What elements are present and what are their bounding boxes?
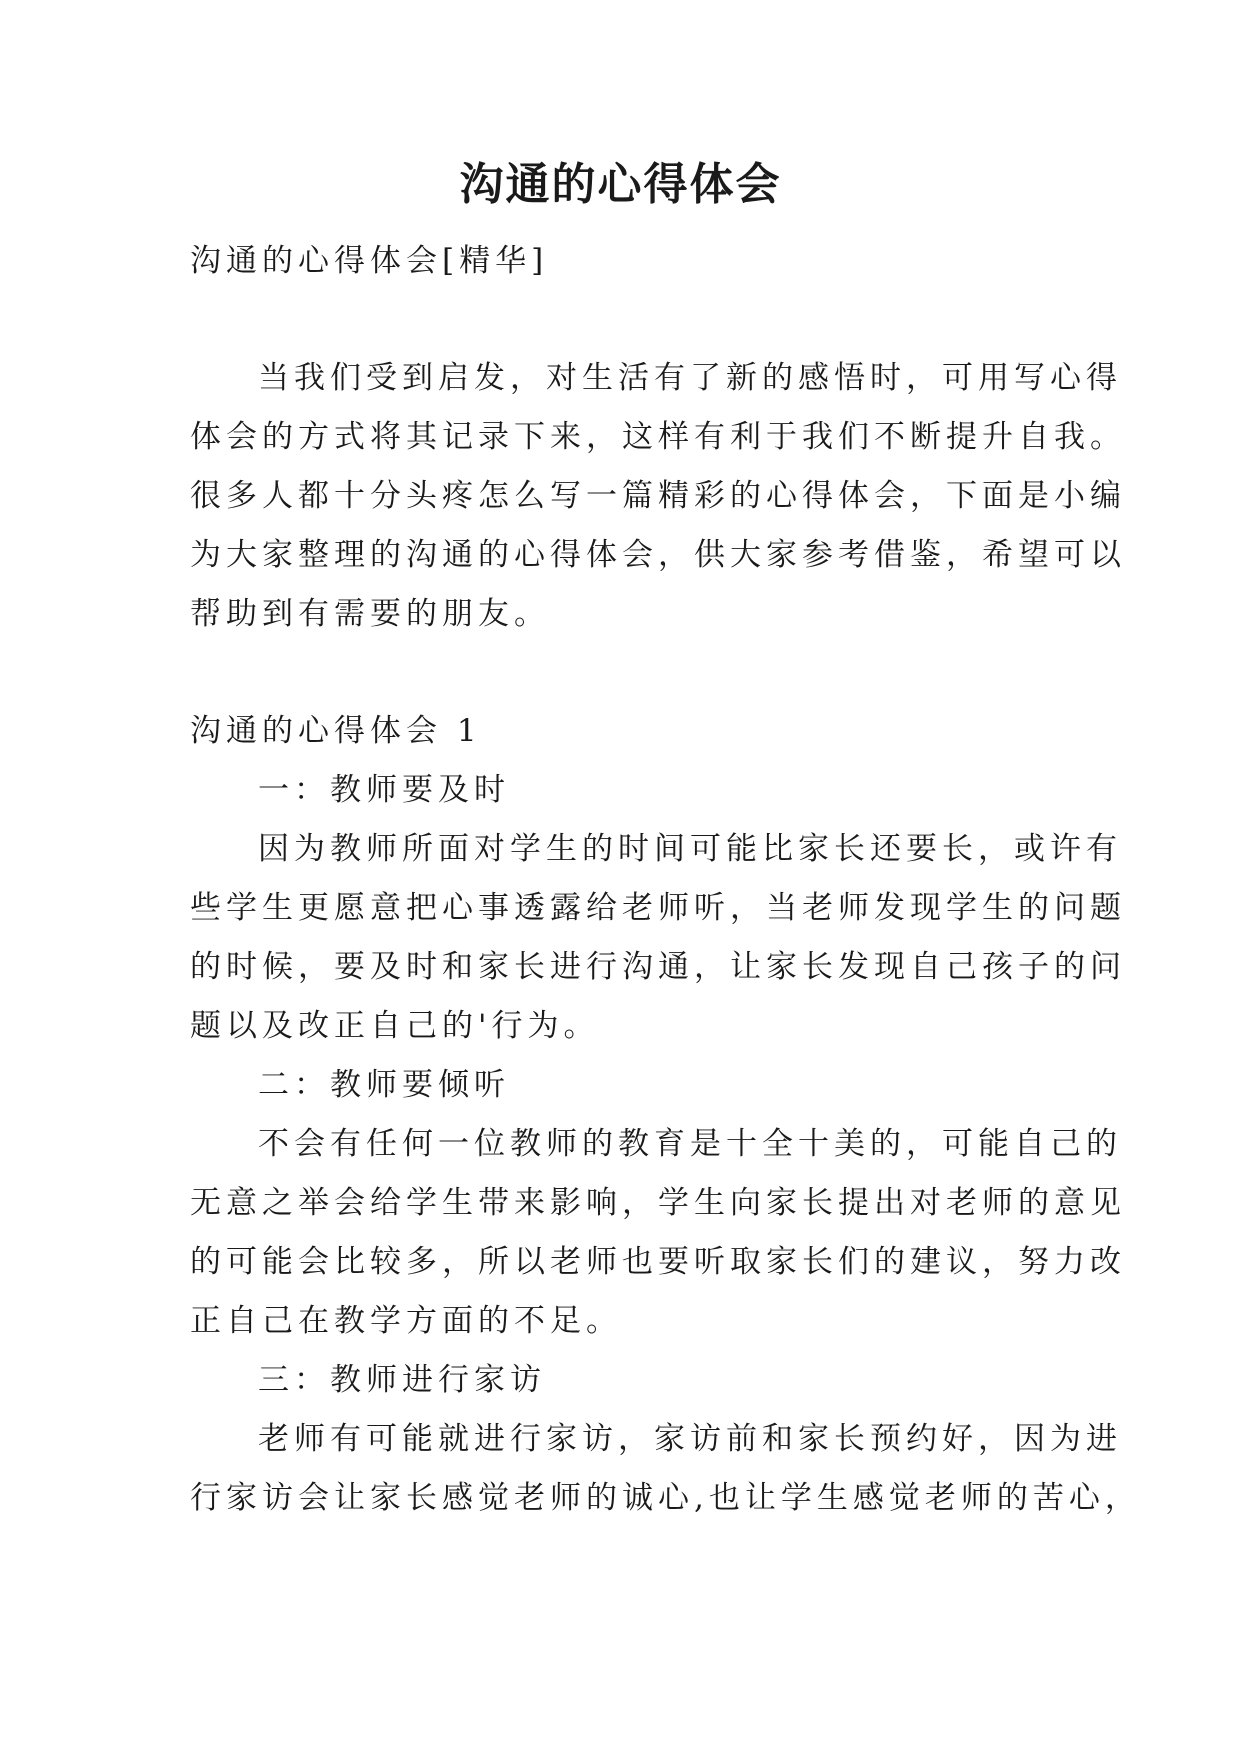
document-subtitle: 沟通的心得体会[精华] <box>190 243 549 279</box>
paragraph-spacer <box>190 291 1065 349</box>
intro-line: 当我们受到启发，对生活有了新的感悟时，可用写心得 <box>258 360 1122 396</box>
section-heading: 沟通的心得体会 1 <box>190 713 482 749</box>
point-paragraph <box>190 820 1126 1056</box>
point-line: 题以及改正自己的'行为。 <box>190 1008 600 1044</box>
intro-line: 为大家整理的沟通的心得体会，供大家参考借鉴，希望可以 <box>190 537 1126 573</box>
point-line: 正自己在教学方面的不足。 <box>190 1303 622 1339</box>
point-line: 老师有可能就进行家访，家访前和家长预约好，因为进 <box>258 1421 1122 1457</box>
point-paragraph <box>190 1115 1126 1351</box>
point-line: 的可能会比较多，所以老师也要听取家长们的建议，努力改 <box>190 1244 1126 1280</box>
paragraph-spacer <box>190 644 1065 702</box>
document-body <box>190 232 1141 1528</box>
point-line: 因为教师所面对学生的时间可能比家长还要长，或许有 <box>258 831 1122 867</box>
intro-line: 很多人都十分头疼怎么写一篇精彩的心得体会，下面是小编 <box>190 478 1126 514</box>
point-line: 无意之举会给学生带来影响，学生向家长提出对老师的意见 <box>190 1185 1126 1221</box>
point-heading: 三：教师进行家访 <box>258 1362 546 1398</box>
point-heading: 二：教师要倾听 <box>258 1067 510 1103</box>
point-line: 行家访会让家长感觉老师的诚心,也让学生感觉老师的苦心， <box>190 1480 1141 1516</box>
point-line: 不会有任何一位教师的教育是十全十美的，可能自己的 <box>258 1126 1122 1162</box>
intro-line: 体会的方式将其记录下来，这样有利于我们不断提升自我。 <box>190 419 1126 455</box>
document-title: 沟通的心得体会 <box>459 159 782 210</box>
point-line: 些学生更愿意把心事透露给老师听，当老师发现学生的问题 <box>190 890 1126 926</box>
point-paragraph <box>190 1410 1141 1528</box>
point-heading: 一：教师要及时 <box>258 772 510 808</box>
intro-line: 帮助到有需要的朋友。 <box>190 596 550 632</box>
intro-paragraph <box>190 349 1126 644</box>
point-line: 的时候，要及时和家长进行沟通，让家长发现自己孩子的问 <box>190 949 1126 985</box>
